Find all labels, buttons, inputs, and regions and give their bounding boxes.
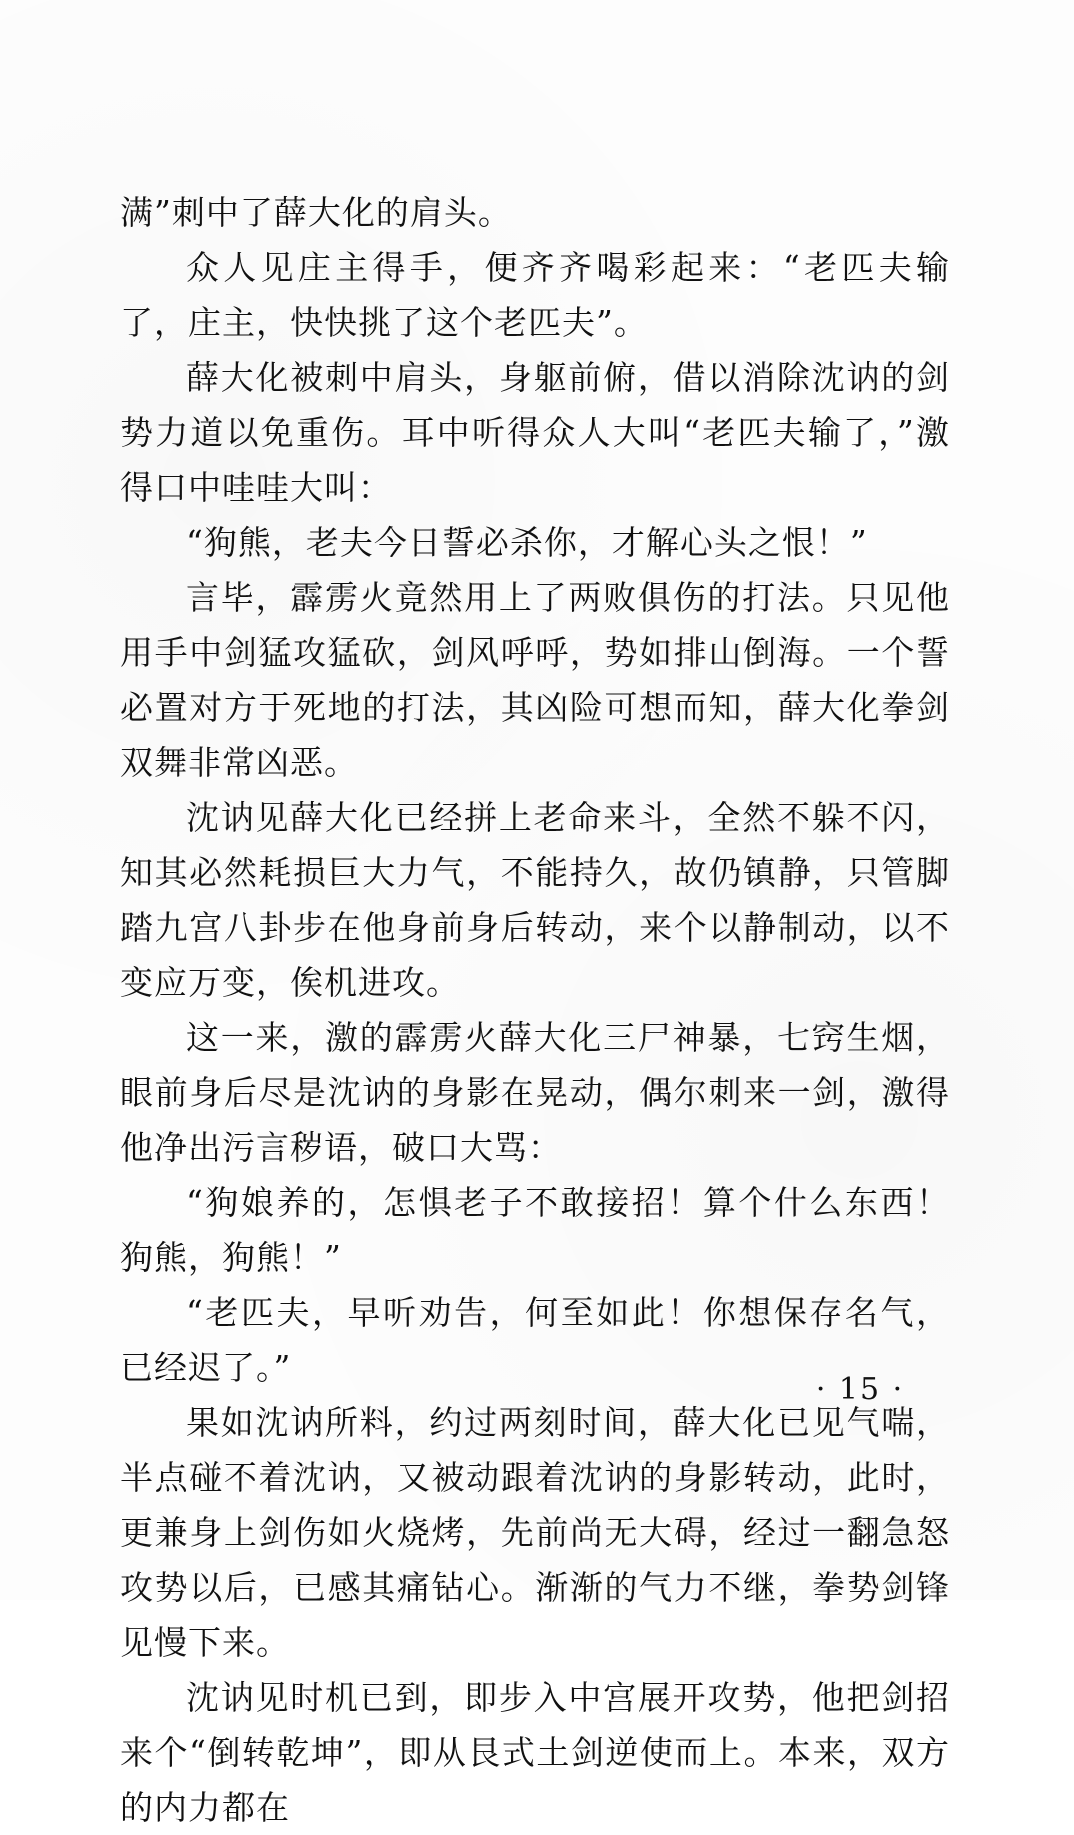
paragraph-10: 果如沈讷所料，约过两刻时间，薛大化已见气喘，半点碰不着沈讷，又被动跟着沈讷的身影转动，此时，更兼身上剑伤如火烧烤，先前尚无大碍，经过一翻急怒攻势以后，已感其痛钻心。渐渐的气力不继，拳势剑锋见慢下来。	[120, 1403, 950, 1662]
paragraph-3: 薛大化被刺中肩头，身躯前俯，借以消除沈讷的剑势力道以免重伤。耳中听得众人大叫“老匹夫输了，”激得口中哇哇大叫：	[120, 358, 950, 507]
body-text	[120, 185, 950, 1835]
paragraph-8: “狗娘养的，怎惧老子不敢接招！算个什么东西！狗熊，狗熊！”	[120, 1183, 950, 1277]
paragraph-6: 沈讷见薛大化已经拼上老命来斗，全然不躲不闪，知其必然耗损巨大力气，不能持久，故仍镇静，只管脚踏九宫八卦步在他身前身后转动，来个以静制动，以不变应万变，俟机进攻。	[120, 798, 950, 1002]
page-number: · 15 ·	[815, 1372, 905, 1407]
paragraph-5: 言毕，霹雳火竟然用上了两败俱伤的打法。只见他用手中剑猛攻猛砍，剑风呼呼，势如排山倒海。一个誓必置对方于死地的打法，其凶险可想而知，薛大化拳剑双舞非常凶恶。	[120, 578, 950, 782]
paragraph-11: 沈讷见时机已到，即步入中宫展开攻势，他把剑招来个“倒转乾坤”，即从艮式土剑逆使而上。本来，双方的内力都在	[120, 1678, 950, 1827]
paragraph-9: “老匹夫，早听劝告，何至如此！你想保存名气，已经迟了。”	[120, 1293, 950, 1387]
paragraph-7: 这一来，激的霹雳火薛大化三尸神暴，七窍生烟，眼前身后尽是沈讷的身影在晃动，偶尔刺来一剑，激得他净出污言秽语，破口大骂：	[120, 1018, 950, 1167]
paragraph-1: 满”刺中了薛大化的肩头。	[120, 193, 512, 232]
paragraph-4: “狗熊，老夫今日誓必杀你，才解心头之恨！”	[186, 523, 868, 562]
paragraph-2: 众人见庄主得手，便齐齐喝彩起来：“老匹夫输了，庄主，快快挑了这个老匹夫”。	[120, 248, 950, 342]
